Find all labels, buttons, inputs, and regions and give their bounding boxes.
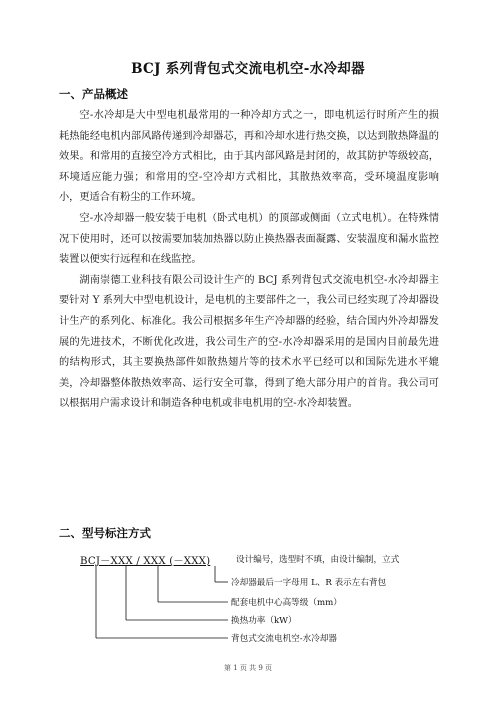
- document-title: BCJ 系列背包式交流电机空-水冷却器: [131, 61, 365, 77]
- note-power: 换热功率（kW）: [231, 616, 297, 626]
- note-center-height: 配套电机中心高等级（mm）: [231, 598, 342, 608]
- section-heading-overview: 一、产品概述: [59, 87, 128, 101]
- note-design-number: 设计编号，选型时不填，由设计编制，立式: [236, 555, 400, 565]
- note-left-right: 冷却器最后一字母用 L、R 表示左右背包: [231, 578, 387, 588]
- paragraph: 湖南崇德工业科技有限公司设计生产的 BCJ 系列背包式交流电机空-水冷却器主要针对 Y 系列大中型电机设计，是电机的主要部件之一，我公司已经实现了冷却器设计生产的系列化、标准化。我公司根据多年生产冷却器的经验，结合国内外冷却器发展的先进技术，不断优化改进，我公司生产的空-水冷却器采用的是国内目前最先进的结构形式，其主要换热部件如散热翅片等的技术水平已经可以和国际先进水平媲美，冷却器整体散热效率高、运行安全可靠，得到了绝大部分用户的首肯。我公司可以根据用户需求设计和制造各种电机或非电机用的空-水冷却装置。: [59, 274, 439, 410]
- section-heading-model: 二、型号标注方式: [59, 526, 151, 540]
- paragraph: 空-水冷却是大中型电机最常用的一种冷却方式之一，即电机运行时所产生的损耗热能经电机内部风路传递到冷却器芯，再和冷却水进行热交换，以达到散热降温的效果。和常用的直接空冷方式相比，由于其内部风路是封闭的，故其防护等级较高，环境适应能力强；和常用的空-空冷却方式相比，其散热效率高，受环境温度影响小，更适合有粉尘的工作环境。: [59, 110, 439, 204]
- paragraph: 空-水冷却器一般安装于电机（卧式电机）的顶部或侧面（立式电机）。在特殊情况下使用时，还可以按需要加装加热器以防止换热器表面凝露、安装温度和漏水监控装置以便实行远程和在线监控。: [59, 212, 439, 266]
- page-number: 第 1 页 共 9 页: [223, 664, 273, 672]
- model-code: BCJ－XXX / XXX (－XXX): [80, 556, 211, 567]
- note-cooler-type: 背包式交流电机空-水冷却器: [231, 634, 338, 644]
